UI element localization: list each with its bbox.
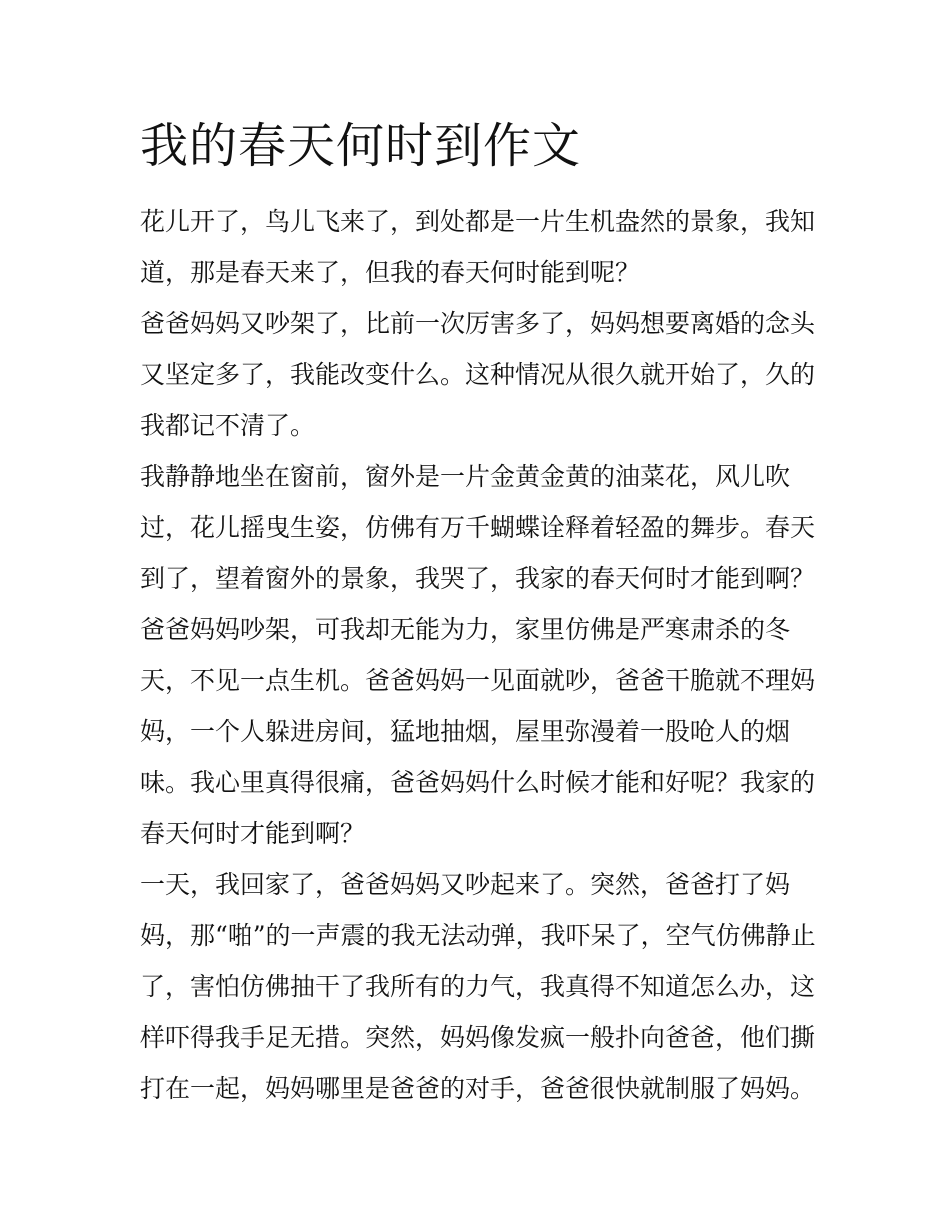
text-line: 过，花儿摇曳生姿，仿佛有万千蝴蝶诠释着轻盈的舞步。春天 <box>140 513 816 542</box>
text-line: 样吓得我手足无措。突然，妈妈像发疯一般扑向爸爸，他们撕 <box>140 1023 816 1052</box>
text-line: 又坚定多了，我能改变什么。这种情况从很久就开始了，久的 <box>140 360 816 389</box>
text-line: 妈，那“啪”的一声震的我无法动弹，我吓呆了，空气仿佛静止 <box>140 921 816 950</box>
text-line: 一天，我回家了，爸爸妈妈又吵起来了。突然，爸爸打了妈 <box>140 870 791 899</box>
paragraph-1 <box>140 196 820 298</box>
text-line: 道，那是春天来了，但我的春天何时能到呢？ <box>140 258 641 287</box>
paragraph-4 <box>140 859 820 1114</box>
text-line: 我静静地坐在窗前，窗外是一片金黄金黄的油菜花，风儿吹 <box>140 462 791 491</box>
essay-body <box>140 196 820 1114</box>
text-line: 我都记不清了。 <box>140 411 316 440</box>
paragraph-2 <box>140 298 820 451</box>
paragraph-3 <box>140 451 820 859</box>
text-line: 了，害怕仿佛抽干了我所有的力气，我真得不知道怎么办，这 <box>140 972 816 1001</box>
text-line: 妈，一个人躲进房间，猛地抽烟，屋里弥漫着一股呛人的烟 <box>140 717 791 746</box>
text-line: 天，不见一点生机。爸爸妈妈一见面就吵，爸爸干脆就不理妈 <box>140 666 816 695</box>
text-line: 春天何时才能到啊？ <box>140 819 366 848</box>
text-line: 爸爸妈妈吵架，可我却无能为力，家里仿佛是严寒肃杀的冬 <box>140 615 791 644</box>
text-line: 花儿开了，鸟儿飞来了，到处都是一片生机盎然的景象，我知 <box>140 207 816 236</box>
text-line: 打在一起，妈妈哪里是爸爸的对手，爸爸很快就制服了妈妈。 <box>140 1074 816 1103</box>
text-line: 爸爸妈妈又吵架了，比前一次厉害多了，妈妈想要离婚的念头 <box>140 309 816 338</box>
text-line: 味。我心里真得很痛，爸爸妈妈什么时候才能和好呢？我家的 <box>140 768 816 797</box>
page-title: 我的春天何时到作文 <box>140 118 582 174</box>
text-line: 到了，望着窗外的景象，我哭了，我家的春天何时才能到啊？ <box>140 564 816 593</box>
